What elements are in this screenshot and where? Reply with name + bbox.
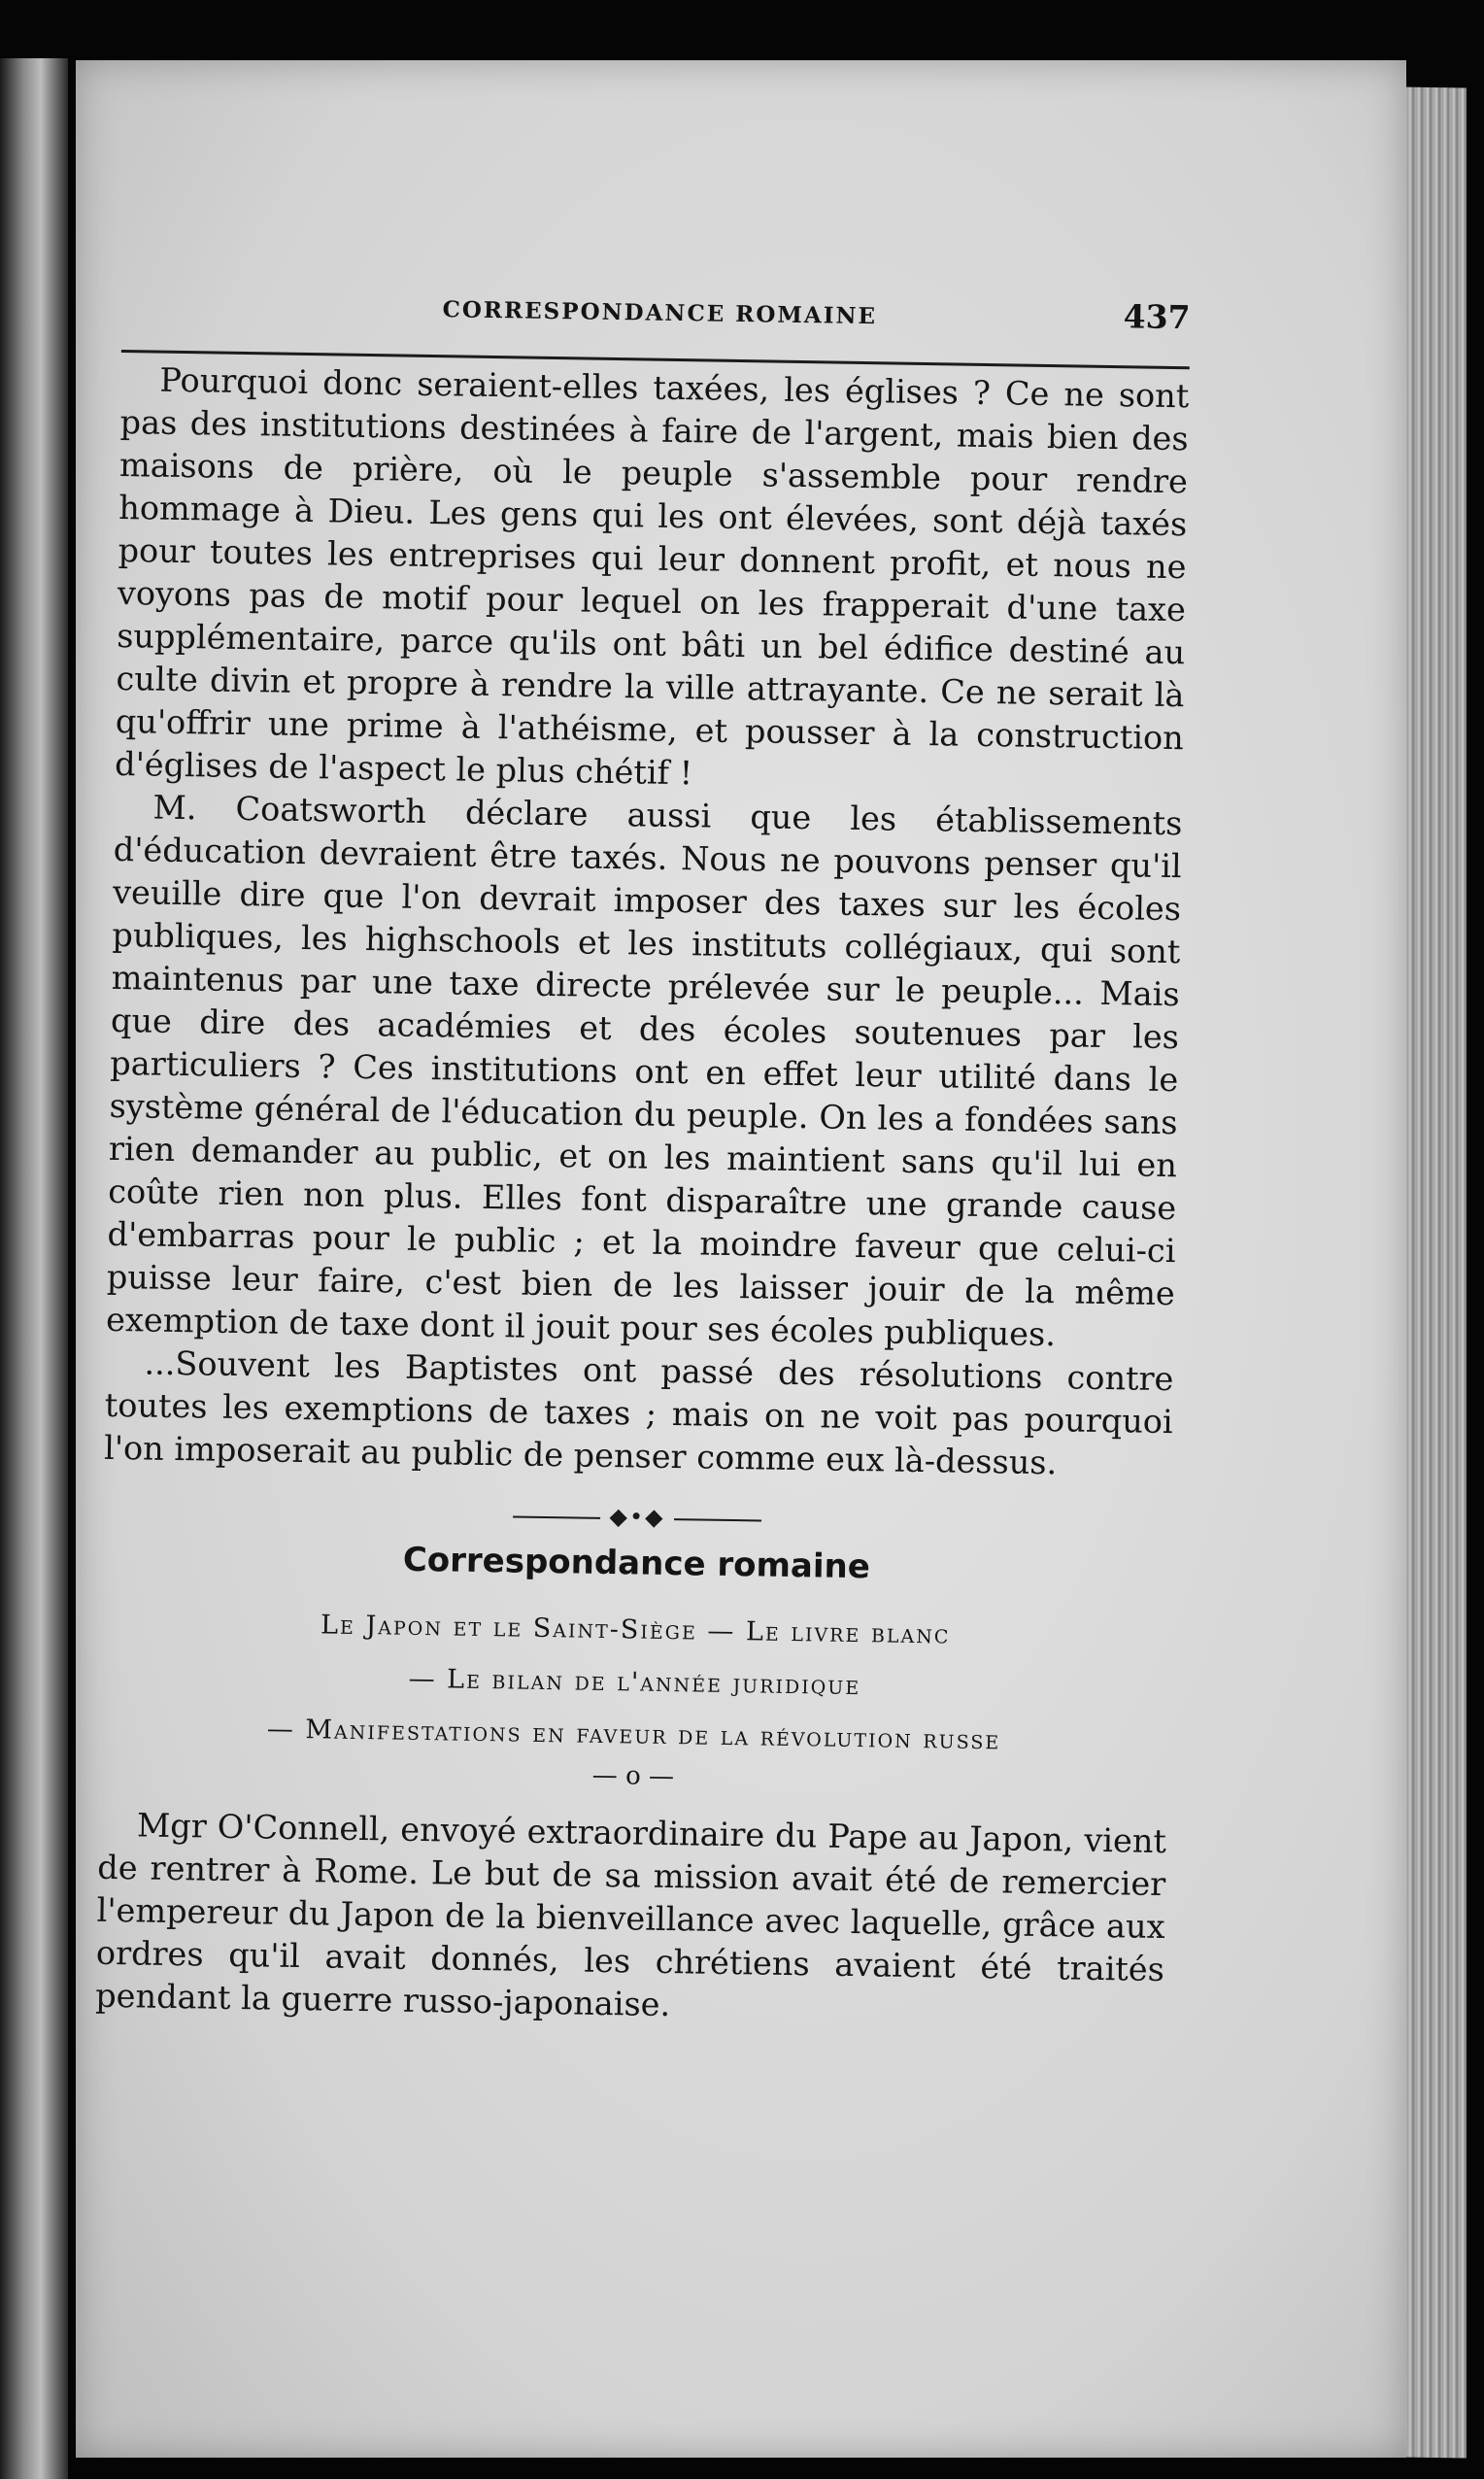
paragraph-oconnell-mission: Mgr O'Connell, envoyé extraordinaire du Pape au Japon, vient de rentrer à Rome. Le but de sa mission avait été de remercier l'empereur du Japon de la bienveillance avec laquelle, grâce aux ordres qu'il avait donnés, les chrétiens avaient été traités pendant la guerre russo-japonaise. [94,1806,1167,2024]
running-title: CORRESPONDANCE ROMAINE [442,296,878,330]
section-title: Correspondance romaine [402,1540,871,1587]
page-number: 437 [1123,297,1191,337]
subtitle-separator: — o — [591,1760,675,1792]
section-subtitle-line-1: Le Japon et le Saint-Siège — Le livre blanc [320,1610,951,1650]
paragraph-baptists: ...Souvent les Baptistes ont passé des résolutions contre toutes les exemptions de taxes ; mais on ne voit pas pourquoi l'on imposerait au public de penser comme eux là-dessus. [103,1343,1174,1482]
section-divider-ornament: ◆•◆ [103,1495,1171,1539]
page-content [95,282,1191,2034]
book-page [76,60,1406,2458]
section-subtitle-line-3: — Manifestations en faveur de la révolution russe [266,1714,1001,1756]
running-header [121,282,1191,369]
paragraph-education-taxation: M. Coatsworth déclare aussi que les établissements d'éducation devraient être taxés. Nous ne pouvons penser qu'il veuille dire que l'on devrait imposer des taxes sur les écoles publiques, les highschools et les instituts collégiaux, qui sont maintenus par une taxe directe prélevée sur le peuple... Mais que dire des académies et des écoles soutenues par les particuliers ? Ces institutions ont en effet leur utilité dans le système général de l'éducation du peuple. On les a fondées sans rien demander au public, et on les maintient sans qu'il lui en coûte rien non plus. Elles font disparaître une grande cause d'embarras pour le public ; et la moindre faveur que celui-ci puisse leur faire, c'est bien de les laisser jouir de la même exemption de taxe dont il jouit pour ses écoles publiques. [105,788,1183,1354]
facing-page-edge [0,58,68,2479]
paragraph-churches-taxation: Pourquoi donc seraient-elles taxées, les églises ? Ce ne sont pas des institutions destinées à faire de l'argent, mais bien des maisons de prière, où le peuple s'assemble pour rendre hommage à Dieu. Les gens qui les ont élevées, sont déjà taxés pour toutes les entreprises qui leur donnent profit, et nous ne voyons pas de motif pour lequel on les frapperait d'une taxe supplémentaire, parce qu'ils ont bâti un bel édifice destiné au culte divin et propre à rendre la ville attrayante. Ce ne serait là qu'offrir une prime à l'athéisme, et pousser à la construction d'églises de l'aspect le plus chétif ! [114,360,1190,793]
section-subtitle-line-2: — Le bilan de l'année juridique [408,1663,861,1702]
book-fore-edge [1399,87,1467,2459]
